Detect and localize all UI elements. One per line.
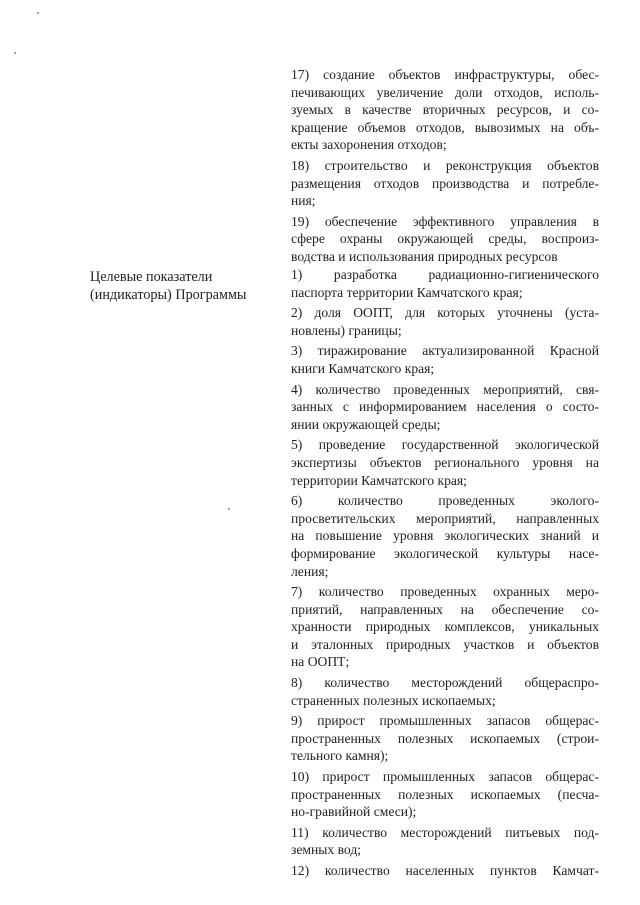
text-line: ния; xyxy=(291,193,316,209)
text-line: экспертизы объектов регионального уровня на xyxy=(291,454,599,470)
text-line: 3) тиражирование актуализированной Красной xyxy=(291,343,599,359)
text-line: размещения отходов производства и потребле- xyxy=(291,175,599,191)
text-line: 18) строительство и реконструкция объектов xyxy=(291,157,599,173)
indicator-item xyxy=(291,381,599,434)
indicator-item xyxy=(291,492,599,580)
text-line: кращение объемов отходов, вывозимых на объ- xyxy=(291,119,599,135)
indicator-item xyxy=(291,824,599,859)
indicator-item xyxy=(291,436,599,489)
label-line: (индикаторы) Программы xyxy=(90,286,247,303)
text-line: занных с информированием населения о состо- xyxy=(291,399,599,415)
text-line: сфере охраны окружающей среды, воспроиз- xyxy=(291,231,599,247)
text-line: 5) проведение государственной экологической xyxy=(291,437,599,453)
scan-speck xyxy=(14,52,16,54)
text-line: на повышение уровня экологических знаний и xyxy=(291,528,599,544)
text-line: зуемых в качестве вторичных ресурсов, и со- xyxy=(291,102,599,118)
indicator-item xyxy=(291,583,599,671)
text-line: 19) обеспечение эффективного управления в xyxy=(291,213,599,229)
scan-speck xyxy=(37,12,39,14)
text-line: 2) доля ООПТ, для которых уточнены (уста- xyxy=(291,305,599,321)
text-line: формирование экологической культуры насе- xyxy=(291,545,599,561)
text-line: хранности природных комплексов, уникальных xyxy=(291,619,599,635)
text-line: новлены) границы; xyxy=(291,322,402,338)
text-line: пространенных полезных ископаемых (песча- xyxy=(291,786,599,802)
text-line: книги Камчатского края; xyxy=(291,360,435,376)
text-line: пространенных полезных ископаемых (строи- xyxy=(291,730,599,746)
text-line: 6) количество проведенных эколого- xyxy=(291,493,599,509)
text-line: земных вод; xyxy=(291,842,362,858)
text-line: янии окружающей среды; xyxy=(291,416,441,432)
task-item xyxy=(291,213,599,266)
text-line: екты захоронения отходов; xyxy=(291,137,447,153)
text-line: паспорта территории Камчатского края; xyxy=(291,284,523,300)
task-item xyxy=(291,66,599,154)
scan-speck xyxy=(228,508,230,510)
text-line: 1) разработка радиационно-гигиенического xyxy=(291,267,599,282)
indicators-label xyxy=(90,269,270,304)
tasks-continued-list xyxy=(291,66,599,269)
text-line: и эталонных природных участков и объектов xyxy=(291,636,599,652)
indicator-item xyxy=(291,862,599,880)
indicators-list xyxy=(291,266,599,883)
text-line: но-гравийной смеси); xyxy=(291,804,417,820)
label-line: Целевые показатели xyxy=(90,269,213,285)
text-line: на ООПТ; xyxy=(291,654,350,670)
indicator-item xyxy=(291,768,599,821)
task-item xyxy=(291,157,599,210)
indicator-item xyxy=(291,342,599,377)
indicator-item xyxy=(291,304,599,339)
indicator-item xyxy=(291,712,599,765)
text-line: территории Камчатского края; xyxy=(291,472,467,488)
text-line: водства и использования природных ресурсов xyxy=(291,248,558,264)
text-line: печивающих увеличение доли отходов, исполь- xyxy=(291,84,599,100)
text-line: просветительских мероприятий, направленных xyxy=(291,510,599,526)
text-line: тельного камня); xyxy=(291,748,389,764)
text-line: 4) количество проведенных мероприятий, свя- xyxy=(291,381,599,397)
text-line: 10) прирост промышленных запасов общерас- xyxy=(291,769,599,785)
text-line: 12) количество населенных пунктов Камчат- xyxy=(291,863,599,878)
text-line: 9) прирост промышленных запасов общерас- xyxy=(291,713,599,729)
text-line: страненных полезных ископаемых; xyxy=(291,692,496,708)
text-line: 11) количество месторождений питьевых под- xyxy=(291,824,599,840)
indicator-item xyxy=(291,266,599,301)
text-line: приятий, направленных на обеспечение со- xyxy=(291,601,599,617)
text-line: 7) количество проведенных охранных меро- xyxy=(291,584,599,600)
text-line: 17) создание объектов инфраструктуры, обес- xyxy=(291,67,599,82)
text-line: 8) количество месторождений общераспро- xyxy=(291,675,599,691)
indicator-item xyxy=(291,674,599,709)
text-line: ления; xyxy=(291,563,329,579)
